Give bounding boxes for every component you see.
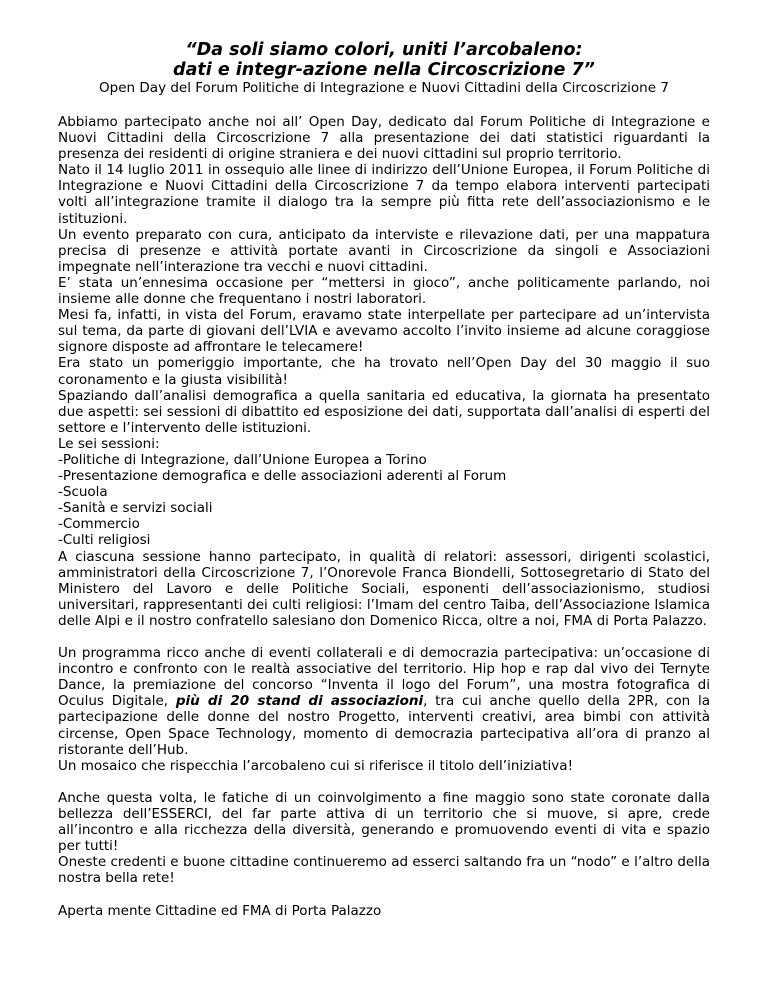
document-title-line-1: “Da soli siamo colori, uniti l’arcobaleno: (185, 40, 583, 60)
session-item: -Sanità e servizi sociali (58, 500, 213, 517)
paragraph-forum-origin: Nato il 14 luglio 2011 in ossequio alle linee di indirizzo dell’Unione Europea, il Forum Politiche di Integrazione e Nuovi Cittadini della Circoscrizione 7 da tempo elabora interventi partecipati volti all’integrazione tramite il dialogo tra la sempre più fitta rete dell’associazionismo e le istituzioni. (58, 162, 710, 227)
paragraph-open-day-participation: Abbiamo partecipato anche noi all’ Open Day, dedicato dal Forum Politiche di Integrazione e Nuovi Cittadini della Circoscrizione 7 alla presentazione dei dati statistici riguardanti la presenza dei residenti di origine straniera e dei nuovi cittadini sul proprio territorio. (58, 114, 710, 163)
session-item: -Commercio (58, 516, 140, 533)
signature: Aperta mente Cittadine ed FMA di Porta Palazzo (58, 902, 382, 919)
sessions-intro: Le sei sessioni: (58, 435, 160, 452)
document-title-line-2: dati e integr-azione nella Circoscrizione 7” (173, 60, 595, 80)
programme-text-start: Un programma ricco anche di eventi collaterali e di democrazia partecipativa: un’occasione di incontro e confronto con le realtà associative del territorio. Hip hop e rap dal vivo dei Ternyte Dance, la premiazione del concorso “Inventa il logo del Forum”, una mostra fotografica di Oculus Digitale, (58, 645, 710, 710)
paragraph-spacer (58, 887, 710, 903)
session-item: -Scuola (58, 484, 108, 501)
paragraph-afternoon: Era stato un pomeriggio importante, che ha trovato nell’Open Day del 30 maggio il suo coronamento e la giusta visibilità! (58, 355, 710, 388)
session-item: -Culti religiosi (58, 532, 151, 549)
document-page (58, 40, 710, 919)
paragraph-event-preparation: Un evento preparato con cura, anticipato da interviste e rilevazione dati, per una mappatura precisa di presenze e attività portate avanti in Circoscrizione da singoli e Associazioni impegnate nell’interazione tra vecchi e nuovi cittadini. (58, 226, 710, 275)
paragraph-spacer (58, 774, 710, 790)
stand-highlight: più di 20 stand di associazioni (175, 693, 424, 710)
paragraph-network: Oneste credenti e buone cittadine continueremo ad esserci saltando fra un “nodo” e l’altro della nostra bella rete! (58, 854, 710, 887)
paragraph-speakers: A ciascuna sessione hanno partecipato, in qualità di relatori: assessori, dirigenti scolastici, amministratori della Circoscrizione 7, l’Onorevole Franca Biondelli, Sottosegretario di Stato del Ministero del Lavoro e delle Politiche Sociali, esponenti dell’associazionismo, studiosi universitari, rappresentanti dei culti religiosi: l’Imam del centro Taiba, dell’Associazione Islamica delle Alpi e il nostro confratello salesiano don Domenico Ricca, oltre a noi, FMA di Porta Palazzo. (58, 548, 710, 629)
paragraph-mosaic: Un mosaico che rispecchia l’arcobaleno cui si riferisce il titolo dell’iniziativa! (58, 757, 573, 774)
paragraph-spacer (58, 629, 710, 645)
paragraph-esserci: Anche questa volta, le fatiche di un coinvolgimento a fine maggio sono state coronate dalla bellezza dell’ESSERCI, del far parte attiva di un territorio che si muove, si apre, crede all’incontro e alla ricchezza della diversità, generando e promuovendo eventi di vita e spazio per tutti! (58, 789, 710, 855)
paragraph-occasion: E’ stata un’ennesima occasione per “mettersi in gioco”, anche politicamente parlando, noi insieme alle donne che frequentano i nostri laboratori. (58, 274, 710, 308)
article-body (58, 114, 710, 919)
session-item: -Politiche di Integrazione, dall’Unione Europea a Torino (58, 451, 427, 468)
paragraph-interview: Mesi fa, infatti, in vista del Forum, eravamo state interpellate per partecipare ad un’intervista sul tema, da parte di giovani dell’LVIA e avevamo accolto l’invito insieme ad alcune coraggiose signore disposte ad affrontare le telecamere! (58, 307, 710, 356)
document-subtitle: Open Day del Forum Politiche di Integrazione e Nuovi Cittadini della Circoscrizione 7 (99, 80, 669, 96)
programme-text-end: , tra cui anche quello della 2PR, con la partecipazione delle donne del nostro Progetto, interventi creativi, area bimbi con attività circense, Open Space Technology, momento di democrazia partecipativa all’ora di pranzo al ristorante dell’Hub. (58, 693, 710, 758)
sessions-list (58, 452, 710, 549)
paragraph-analysis: Spaziando dall’analisi demografica a quella sanitaria ed educativa, la giornata ha presentato due aspetti: sei sessioni di dibattito ed esposizione dei dati, supportata dall’analisi di esperti del settore e l’intervento delle istituzioni. (58, 387, 710, 436)
paragraph-programme (58, 645, 710, 758)
session-item: -Presentazione demografica e delle associazioni aderenti al Forum (58, 468, 507, 485)
